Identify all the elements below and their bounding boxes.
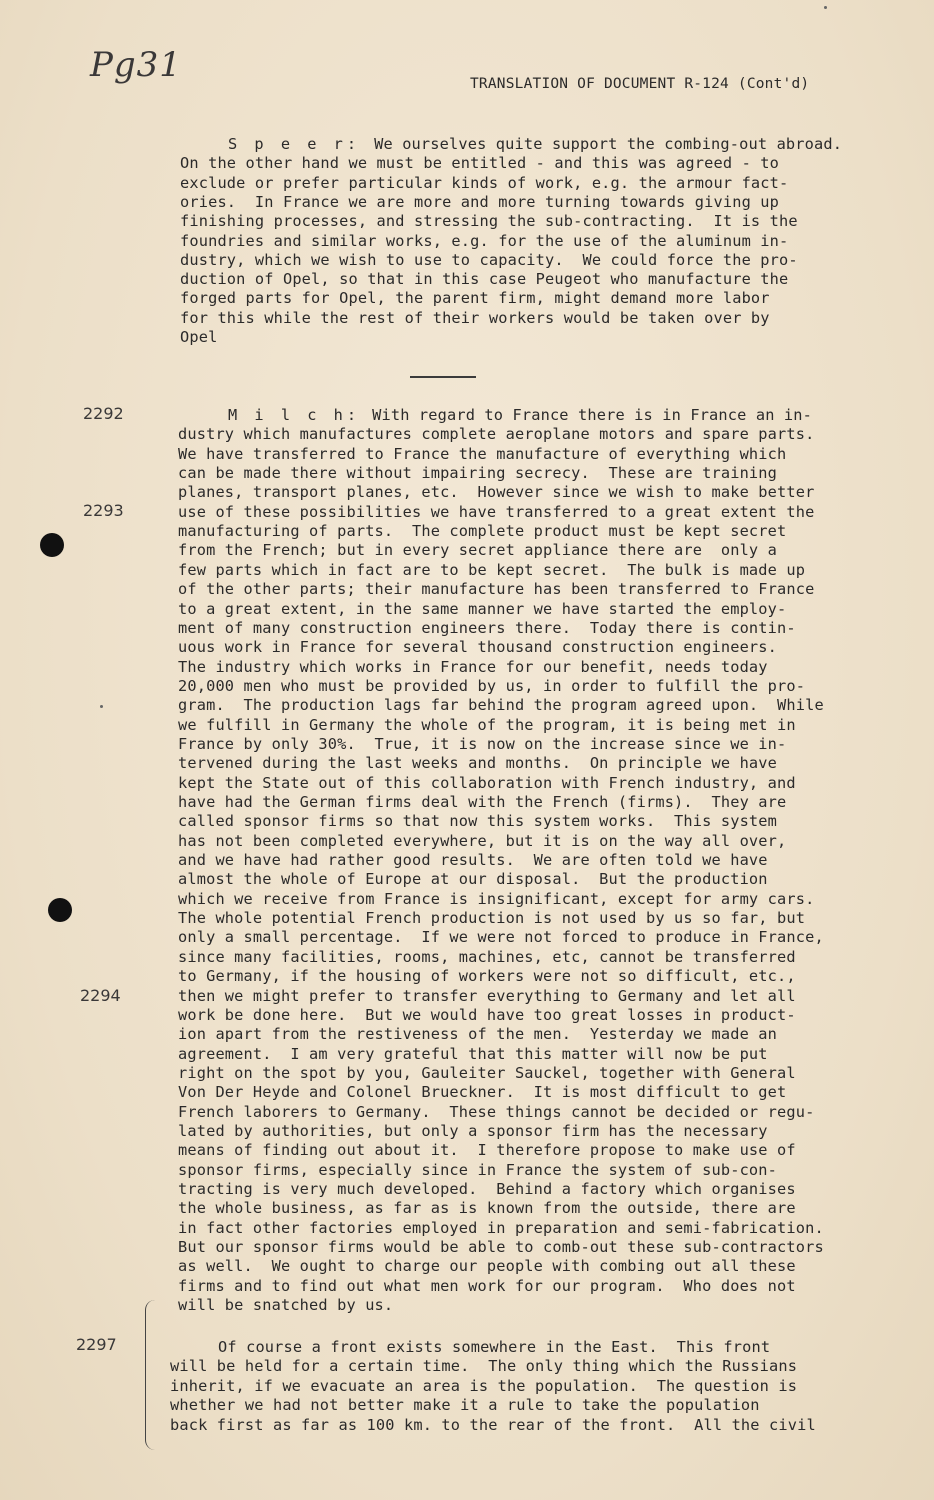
text-line: then we might prefer to transfer everything to Germany and let all — [178, 986, 796, 1005]
text-line: lated by authorities, but only a sponsor firm has the necessary — [178, 1121, 768, 1140]
text-line: kept the State out of this collaboration with French industry, and — [178, 773, 796, 792]
text-line: called sponsor firms so that now this system works. This system — [178, 812, 778, 831]
text-line: only a small percentage. If we were not forced to produce in France, — [178, 928, 824, 947]
text-line: tracting is very much developed. Behind a factory which organises — [178, 1180, 796, 1198]
text-line: has not been completed everywhere, but it is on the way all over, — [178, 831, 787, 850]
text-line: firms and to find out what men work for our program. Who does not — [178, 1276, 796, 1295]
text-line: can be made there without impairing secrecy. These are training — [178, 464, 778, 483]
text-line: We ourselves quite support the combing-out abroad. — [374, 135, 843, 153]
text-line: gram. The production lags far behind the program agreed upon. While — [178, 696, 824, 715]
text-line: French laborers to Germany. These things cannot be decided or regu- — [178, 1102, 815, 1121]
text-line: and we have had rather good results. We are often told we have — [178, 851, 768, 870]
text-line: of the other parts; their manufacture has been transferred to France — [178, 580, 815, 599]
handwritten-page-annotation: Pg31 — [90, 45, 182, 85]
text-line: We have transferred to France the manufacture of everything which — [178, 444, 787, 463]
margin-number: 2292 — [83, 404, 124, 423]
text-line: back first as far as 100 km. to the rear of the front. All the civil — [170, 1415, 816, 1434]
text-line: On the other hand we must be entitled - and this was agreed - to — [180, 154, 780, 173]
text-line: The whole potential French production is not used by us so far, but — [178, 909, 806, 928]
text-line: inherit, if we evacuate an area is the population. The question is — [170, 1376, 798, 1395]
margin-bracket — [145, 1300, 156, 1450]
section-divider — [410, 376, 476, 378]
text-line: Of course a front exists somewhere in the East. This front — [218, 1338, 771, 1356]
speaker-name: M i l c h: — [228, 406, 361, 424]
text-line: almost the whole of Europe at our disposal. But the production — [178, 870, 768, 889]
text-line: manufacturing of parts. The complete product must be kept secret — [178, 522, 787, 541]
text-line: which we receive from France is insignificant, except for army cars. — [178, 889, 815, 908]
text-line: since many facilities, rooms, machines, etc, cannot be transferred — [178, 947, 796, 966]
text-line: means of finding out about it. I therefore propose to make use of — [178, 1141, 796, 1160]
text-line: France by only 30%. True, it is now on the increase since we in- — [178, 734, 787, 753]
text-line: use of these possibilities we have transferred to a great extent the — [178, 502, 815, 521]
text-line: few parts which in fact are to be kept secret. The bulk is made up — [178, 560, 806, 579]
text-line: right on the spot by you, Gauleiter Sauckel, together with General — [178, 1063, 796, 1082]
text-line: in fact other factories employed in preparation and semi-fabrication. — [178, 1218, 824, 1237]
text-line: But our sponsor firms would be able to comb-out these sub-contractors — [178, 1238, 824, 1257]
text-line: sponsor firms, especially since in France the system of sub-con- — [178, 1160, 778, 1179]
text-line: as well. We ought to charge our people with combing out all these — [178, 1257, 796, 1276]
margin-number: 2294 — [80, 986, 121, 1005]
text-line: the whole business, as far as is known from the outside, there are — [178, 1199, 796, 1218]
text-line: agreement. I am very grateful that this matter will now be put — [178, 1044, 768, 1063]
text-line: Opel — [180, 328, 218, 346]
text-line: tervened during the last weeks and months. On principle we have — [178, 754, 778, 773]
text-line: finishing processes, and stressing the sub-contracting. It is the — [180, 212, 798, 231]
text-line: work be done here. But we would have too great losses in product- — [178, 1005, 796, 1024]
text-line: uous work in France for several thousand construction engineers. — [178, 638, 778, 657]
text-line: The industry which works in France for our benefit, needs today — [178, 657, 768, 676]
text-line: 20,000 men who must be provided by us, in order to fulfill the pro- — [178, 676, 806, 695]
text-line: Von Der Heyde and Colonel Brueckner. It is most difficult to get — [178, 1083, 787, 1102]
text-line: With regard to France there is in France an in- — [372, 406, 813, 424]
margin-number: 2293 — [83, 501, 124, 520]
text-line: dustry, which we wish to use to capacity. We could force the pro- — [180, 250, 798, 269]
document-heading: TRANSLATION OF DOCUMENT R-124 (Cont'd) — [470, 76, 810, 92]
text-line: forged parts for Opel, the parent firm, might demand more labor — [180, 289, 770, 308]
punch-hole — [48, 898, 72, 922]
punch-hole — [40, 533, 64, 557]
text-line: ment of many construction engineers there. Today there is contin- — [178, 618, 796, 637]
speaker-name: S p e e r: — [228, 135, 361, 153]
text-line: we fulfill in Germany the whole of the program, it is being met in — [178, 715, 796, 734]
paper-speck — [824, 6, 827, 9]
text-line: whether we had not better make it a rule to take the population — [170, 1396, 760, 1415]
text-line: for this while the rest of their workers would be taken over by — [180, 308, 770, 327]
text-line: will be held for a certain time. The only thing which the Russians — [170, 1357, 798, 1376]
text-line: dustry which manufactures complete aeroplane motors and spare parts. — [178, 425, 815, 444]
text-line: to Germany, if the housing of workers were not so difficult, etc., — [178, 967, 796, 986]
paper-speck — [100, 705, 103, 708]
text-line: have had the German firms deal with the French (firms). They are — [178, 793, 787, 811]
margin-number: 2297 — [76, 1335, 117, 1354]
text-line: ories. In France we are more and more turning towards giving up — [180, 192, 780, 211]
text-line: exclude or prefer particular kinds of work, e.g. the armour fact- — [180, 173, 789, 192]
text-line: duction of Opel, so that in this case Peugeot who manufacture the — [180, 270, 789, 289]
text-line: foundries and similar works, e.g. for the use of the aluminum in- — [180, 231, 789, 250]
text-line: from the French; but in every secret appliance there are only a — [178, 541, 778, 560]
text-line: ion apart from the restiveness of the men. Yesterday we made an — [178, 1025, 778, 1044]
text-line: will be snatched by us. — [178, 1296, 394, 1315]
text-line: planes, transport planes, etc. However since we wish to make better — [178, 483, 815, 502]
text-line: to a great extent, in the same manner we have started the employ- — [178, 599, 787, 618]
